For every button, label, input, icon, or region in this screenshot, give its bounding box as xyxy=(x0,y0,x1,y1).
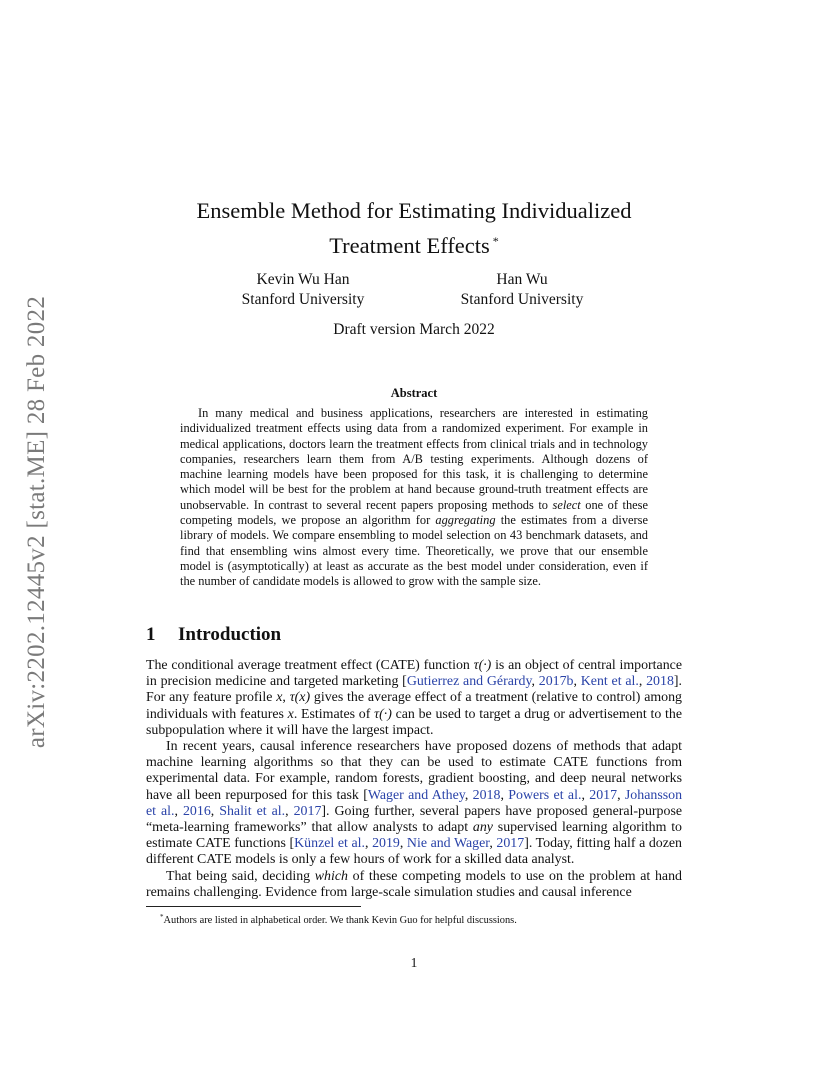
page-number: 1 xyxy=(410,955,418,970)
title-line-1: Ensemble Method for Estimating Individualized xyxy=(196,198,632,223)
citation-link[interactable]: 2017 xyxy=(589,787,618,803)
citation-link[interactable]: Kent et al. xyxy=(580,674,639,690)
text-run: ]. For any feature profile xyxy=(146,674,682,706)
citation-link[interactable]: 2018 xyxy=(472,787,501,803)
paragraph-3 xyxy=(146,869,682,901)
text-run: , xyxy=(174,803,183,819)
citation-link[interactable]: Johansson et al. xyxy=(146,787,683,819)
citation-link[interactable]: Gutierrez and Gérardy xyxy=(406,674,532,690)
abstract-emphasis-aggregating: aggregating xyxy=(435,513,496,528)
author-1-affiliation: Stanford University xyxy=(241,291,365,308)
math-tau: τ(·) xyxy=(374,706,392,722)
footnote-text: Authors are listed in alphabetical order. We thank Kevin Guo for helpful discussions. xyxy=(163,915,517,926)
text-run: , xyxy=(573,674,581,690)
section-heading xyxy=(146,624,281,646)
body-text xyxy=(146,658,682,901)
author-1 xyxy=(218,270,388,310)
math-tau: τ(·) xyxy=(473,658,492,673)
math-x: x xyxy=(287,706,294,722)
author-2-name: Han Wu xyxy=(496,271,548,288)
footnote-marker: * xyxy=(160,913,164,921)
text-run: supervised learning algorithm to estimate CATE functions [ xyxy=(146,820,683,852)
math-tau-x: τ(x) xyxy=(289,690,311,706)
author-2 xyxy=(449,270,595,310)
text-run: gives the average effect of a treatment (relative to control) among individuals with features xyxy=(146,690,683,722)
citation-link[interactable]: Wager and Athey xyxy=(367,787,465,803)
abstract-part: the estimates from a diverse library of models. We compare ensembling to model selection on 43 benchmark datasets, and find that ensembling wins almost every time. Theoretically, we prove that our ensemble model is (asymptotically) at least as accurate as the best model under consideration, even if the number of candidate models is allowed to grow with the sample size. xyxy=(180,513,649,589)
abstract-emphasis-select: select xyxy=(552,497,581,512)
emphasis-which: which xyxy=(314,868,348,884)
text-run: is an object of central importance in precision medicine and targeted marketing [ xyxy=(146,658,682,690)
author-1-name: Kevin Wu Han xyxy=(256,271,350,288)
text-run: , xyxy=(638,674,647,690)
text-run: . Estimates of xyxy=(293,706,375,722)
citation-link[interactable]: 2017 xyxy=(496,836,525,852)
footnote-divider xyxy=(146,906,361,907)
text-run: That being said, deciding xyxy=(166,868,315,884)
citation-link[interactable]: Nie and Wager xyxy=(406,836,490,852)
text-run: , xyxy=(282,690,290,706)
text-run: ]. Today, fitting half a dozen different CATE models is only a few hours of work for a skilled data analyst. xyxy=(146,836,682,868)
citation-link[interactable]: Powers et al. xyxy=(508,787,582,803)
citation-link[interactable]: 2016 xyxy=(182,803,211,819)
abstract-part: In many medical and business applications, researchers are interested in estimating individualized treatment effects using data from a randomized experiment. For example in medical applications, doctors learn the treatment effects from clinical trials and in technology companies, researchers learn them from A/B testing experiments. Although dozens of machine learning models have been proposed for this task, it is challenging to determine which model will be best for the problem at hand because ground-truth treatment effects are unobservable. In contrast to several recent papers proposing methods to xyxy=(180,406,648,512)
draft-date: Draft version March 2022 xyxy=(333,321,495,338)
emphasis-any: any xyxy=(472,820,493,836)
text-run: can be used to target a drug or advertisement to the subpopulation where it will have the largest impact. xyxy=(146,706,682,738)
title-line-2-text: Treatment Effects xyxy=(329,233,490,258)
section-title: Introduction xyxy=(178,624,282,645)
author-2-affiliation: Stanford University xyxy=(460,291,584,308)
text-run: , xyxy=(210,803,220,819)
abstract-text xyxy=(180,406,648,590)
text-run: , xyxy=(581,787,590,803)
text-run: The conditional average treatment effect (CATE) function xyxy=(146,658,474,673)
text-run: , xyxy=(531,674,539,690)
footnote xyxy=(160,911,680,927)
citation-link[interactable]: 2017b xyxy=(538,674,574,690)
paragraph-2 xyxy=(146,739,682,869)
abstract-part: one of these competing models, we propose an algorithm for xyxy=(180,497,648,528)
text-run: In recent years, causal inference researchers have proposed dozens of methods that adapt machine learning algorithms so that they can be used to estimate CATE functions from experimental data. For example, random forests, gradient boosting, and deep neural networks have all been repurposed for this task [ xyxy=(146,739,682,803)
text-run: , xyxy=(364,836,373,852)
title-line-2 xyxy=(146,226,682,261)
citation-link[interactable]: Künzel et al. xyxy=(294,836,365,852)
text-run: ]. Going further, several papers have proposed general-purpose “meta-learning frameworks” that allow analysts to adapt xyxy=(146,803,683,836)
arxiv-identifier: arXiv:2202.12445v2 [stat.ME] 28 Feb 2022 xyxy=(23,295,51,748)
text-run: , xyxy=(617,787,625,803)
section-number: 1 xyxy=(146,624,156,645)
text-run: , xyxy=(399,836,407,852)
text-run: , xyxy=(285,803,294,819)
text-run: , xyxy=(489,836,497,852)
citation-link[interactable]: Shalit et al. xyxy=(219,803,286,819)
math-x: x xyxy=(276,690,283,706)
citation-link[interactable]: 2019 xyxy=(372,836,400,852)
paper-title xyxy=(146,196,682,261)
citation-link[interactable]: 2017 xyxy=(293,803,322,819)
citation-link[interactable]: 2018 xyxy=(646,674,674,690)
title-footnote-marker[interactable]: * xyxy=(492,234,499,248)
text-run: of these competing models to use on the problem at hand remains challenging. Evidence from large-scale simulation studies and causal inference xyxy=(146,868,682,900)
abstract-heading: Abstract xyxy=(390,386,438,400)
arxiv-side-stamp xyxy=(22,284,52,759)
text-run: , xyxy=(464,787,473,803)
paragraph-1 xyxy=(146,658,682,739)
text-run: , xyxy=(500,787,509,803)
